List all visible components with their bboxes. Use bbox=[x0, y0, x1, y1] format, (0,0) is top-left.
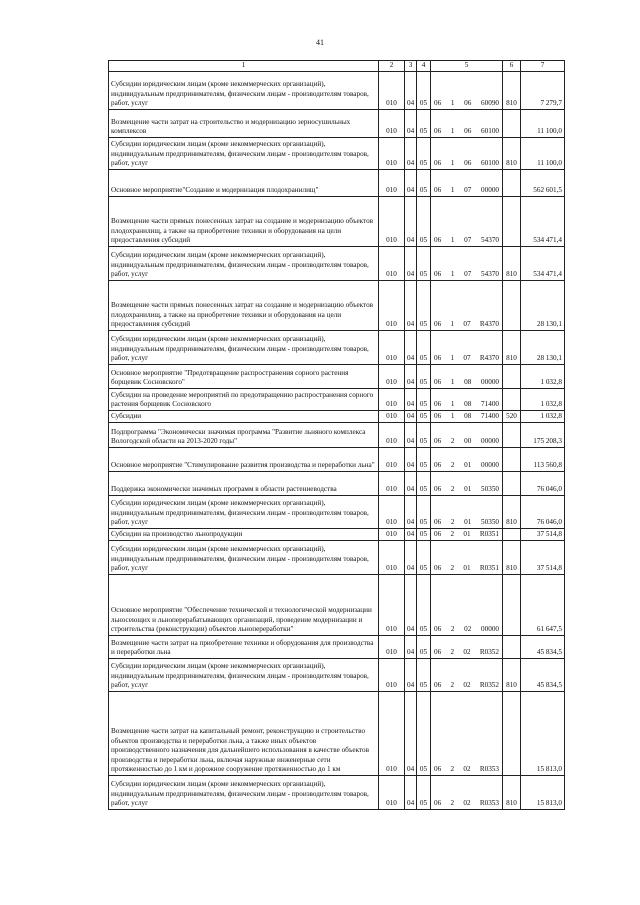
row-subsection: 05 bbox=[417, 170, 431, 197]
header-cell-section: 3 bbox=[405, 61, 417, 72]
target-article-part: 06 bbox=[434, 799, 442, 808]
row-expense-type bbox=[503, 197, 521, 247]
target-article-part: 02 bbox=[463, 799, 471, 808]
row-target-article bbox=[431, 776, 503, 810]
target-article-part: R0352 bbox=[479, 681, 499, 690]
row-target-article bbox=[431, 472, 503, 496]
target-article-part: 2 bbox=[450, 518, 455, 527]
table-row bbox=[109, 659, 565, 692]
target-article-part: 07 bbox=[464, 236, 472, 245]
target-article-part: 06 bbox=[434, 270, 442, 279]
row-code: 010 bbox=[379, 472, 405, 496]
row-name: Субсидии юридическим лицам (кроме некоммерческих организаций), индивидуальным предпринимателям, физическим лицам - производителям товаров, работ, услуг bbox=[109, 138, 379, 170]
row-code: 010 bbox=[379, 110, 405, 138]
row-subsection: 05 bbox=[417, 138, 431, 170]
table-row bbox=[109, 541, 565, 575]
row-amount: 28 130,1 bbox=[521, 281, 565, 331]
target-article-part: R4370 bbox=[479, 354, 499, 363]
row-name: Субсидии юридическим лицам (кроме некоммерческих организаций), индивидуальным предпринимателям, физическим лицам - производителям товаров, работ, услуг bbox=[109, 659, 379, 692]
row-target-article bbox=[431, 636, 503, 659]
row-name: Подпрограмма "Экономически значимая программа "Развитие льняного комплекса Вологодской области на 2013-2020 годы" bbox=[109, 423, 379, 448]
target-article-part: 2 bbox=[450, 485, 455, 494]
header-cell-code: 2 bbox=[379, 61, 405, 72]
row-name: Субсидии на проведение мероприятий по предотвращению распространения сорного растения борщевик Сосновского bbox=[109, 389, 379, 411]
row-expense-type: 810 bbox=[503, 496, 521, 529]
row-expense-type bbox=[503, 110, 521, 138]
row-target-article bbox=[431, 365, 503, 389]
row-subsection: 05 bbox=[417, 365, 431, 389]
target-article-part: 1 bbox=[450, 159, 455, 168]
target-article-part: 1 bbox=[450, 236, 455, 245]
target-article-parts bbox=[433, 127, 500, 137]
row-target-article bbox=[431, 281, 503, 331]
row-amount: 175 208,3 bbox=[521, 423, 565, 448]
target-article-part: R0351 bbox=[479, 564, 499, 573]
target-article-part: 08 bbox=[464, 378, 472, 387]
target-article-part: 54370 bbox=[481, 236, 499, 245]
target-article-part: 1 bbox=[450, 378, 455, 387]
table-row bbox=[109, 529, 565, 541]
row-amount: 1 032,8 bbox=[521, 411, 565, 423]
target-article-part: 02 bbox=[463, 681, 471, 690]
row-section: 04 bbox=[405, 389, 417, 411]
row-expense-type bbox=[503, 448, 521, 472]
target-article-part: 1 bbox=[450, 99, 455, 108]
row-code: 010 bbox=[379, 281, 405, 331]
row-name: Субсидии юридическим лицам (кроме некоммерческих организаций), индивидуальным предпринимателям, физическим лицам - производителям товаров, работ, услуг bbox=[109, 331, 379, 365]
table-row bbox=[109, 776, 565, 810]
table-row bbox=[109, 636, 565, 659]
target-article-part: 08 bbox=[464, 412, 472, 421]
row-section: 04 bbox=[405, 365, 417, 389]
row-amount: 15 813,0 bbox=[521, 776, 565, 810]
target-article-part: 2 bbox=[450, 530, 455, 539]
row-amount: 15 813,0 bbox=[521, 692, 565, 776]
target-article-part: 02 bbox=[463, 648, 471, 657]
target-article-part: 60100 bbox=[481, 159, 499, 168]
target-article-part: 00000 bbox=[481, 378, 499, 387]
target-article-part: 06 bbox=[434, 186, 442, 195]
target-article-part: 1 bbox=[450, 320, 455, 329]
target-article-part: 71400 bbox=[481, 400, 499, 409]
target-article-parts bbox=[433, 437, 500, 447]
table-row bbox=[109, 72, 565, 110]
row-expense-type bbox=[503, 636, 521, 659]
row-code: 010 bbox=[379, 692, 405, 776]
row-code: 010 bbox=[379, 170, 405, 197]
target-article-part: 06 bbox=[434, 400, 442, 409]
target-article-part: 06 bbox=[434, 159, 442, 168]
table-row bbox=[109, 389, 565, 411]
row-expense-type: 810 bbox=[503, 541, 521, 575]
target-article-part: R0353 bbox=[479, 765, 499, 774]
row-expense-type bbox=[503, 575, 521, 636]
row-amount: 61 647,5 bbox=[521, 575, 565, 636]
row-expense-type bbox=[503, 529, 521, 541]
row-name: Возмещение части затрат на приобретение техники и оборудования для производства и переработки льна bbox=[109, 636, 379, 659]
row-section: 04 bbox=[405, 636, 417, 659]
target-article-parts bbox=[433, 400, 500, 410]
row-target-article bbox=[431, 72, 503, 110]
row-target-article bbox=[431, 170, 503, 197]
row-subsection: 05 bbox=[417, 776, 431, 810]
page-number: 41 bbox=[316, 38, 324, 47]
row-expense-type: 810 bbox=[503, 72, 521, 110]
row-amount: 37 514,8 bbox=[521, 529, 565, 541]
row-target-article bbox=[431, 692, 503, 776]
target-article-part: 71400 bbox=[481, 412, 499, 421]
target-article-parts bbox=[433, 518, 500, 528]
row-target-article bbox=[431, 496, 503, 529]
table-row bbox=[109, 365, 565, 389]
table-row bbox=[109, 197, 565, 247]
row-target-article bbox=[431, 529, 503, 541]
row-target-article bbox=[431, 138, 503, 170]
table-row bbox=[109, 575, 565, 636]
target-article-parts bbox=[433, 625, 500, 635]
header-cell-subsection: 4 bbox=[417, 61, 431, 72]
row-target-article bbox=[431, 197, 503, 247]
row-amount: 1 032,8 bbox=[521, 389, 565, 411]
row-target-article bbox=[431, 575, 503, 636]
row-code: 010 bbox=[379, 776, 405, 810]
row-target-article bbox=[431, 541, 503, 575]
row-name: Поддержка экономически значимых программ в области растениеводства bbox=[109, 472, 379, 496]
row-expense-type bbox=[503, 692, 521, 776]
row-code: 010 bbox=[379, 448, 405, 472]
target-article-part: 07 bbox=[464, 270, 472, 279]
row-expense-type bbox=[503, 170, 521, 197]
target-article-part: 00000 bbox=[481, 461, 499, 470]
target-article-parts bbox=[433, 354, 500, 364]
table-row bbox=[109, 448, 565, 472]
row-amount: 534 471,4 bbox=[521, 197, 565, 247]
row-amount: 7 279,7 bbox=[521, 72, 565, 110]
row-code: 010 bbox=[379, 197, 405, 247]
row-amount: 76 046,0 bbox=[521, 472, 565, 496]
row-name: Субсидии юридическим лицам (кроме некоммерческих организаций), индивидуальным предпринимателям, физическим лицам - производителям товаров, работ, услуг bbox=[109, 72, 379, 110]
target-article-part: 2 bbox=[450, 437, 455, 446]
row-name: Возмещение части затрат на капитальный ремонт, реконструкцию и строительство объектов производства и переработки льна, а также иных объектов производственного назначения для дальнейшего использования в качестве объектов производства и переработки льна, включая наружные инженерные сети протяженностью до 1 км и дорожное сооружение протяженностью до 1 км bbox=[109, 692, 379, 776]
row-section: 04 bbox=[405, 247, 417, 281]
target-article-part: R4370 bbox=[479, 320, 499, 329]
row-code: 010 bbox=[379, 247, 405, 281]
row-subsection: 05 bbox=[417, 331, 431, 365]
target-article-parts bbox=[433, 186, 500, 196]
header-cell-amount: 7 bbox=[521, 61, 565, 72]
table-row bbox=[109, 170, 565, 197]
target-article-part: 2 bbox=[450, 681, 455, 690]
row-name: Возмещение части затрат на строительство и модернизацию зерносушильных комплексов bbox=[109, 110, 379, 138]
target-article-part: R0351 bbox=[479, 530, 499, 539]
target-article-part: 06 bbox=[464, 99, 472, 108]
target-article-part: 06 bbox=[434, 378, 442, 387]
target-article-parts bbox=[433, 270, 500, 280]
target-article-parts bbox=[433, 485, 500, 495]
row-section: 04 bbox=[405, 138, 417, 170]
target-article-part: 1 bbox=[450, 186, 455, 195]
row-subsection: 05 bbox=[417, 659, 431, 692]
row-code: 010 bbox=[379, 331, 405, 365]
row-subsection: 05 bbox=[417, 496, 431, 529]
target-article-part: 54370 bbox=[481, 270, 499, 279]
table-row bbox=[109, 281, 565, 331]
target-article-part: 06 bbox=[434, 236, 442, 245]
target-article-part: 06 bbox=[464, 159, 472, 168]
target-article-part: 00000 bbox=[481, 625, 499, 634]
row-name: Субсидии юридическим лицам (кроме некоммерческих организаций), индивидуальным предпринимателям, физическим лицам - производителям товаров, работ, услуг bbox=[109, 496, 379, 529]
row-amount: 37 514,8 bbox=[521, 541, 565, 575]
row-subsection: 05 bbox=[417, 72, 431, 110]
target-article-part: 08 bbox=[464, 400, 472, 409]
target-article-part: 1 bbox=[450, 127, 455, 136]
target-article-part: 06 bbox=[434, 564, 442, 573]
row-section: 04 bbox=[405, 72, 417, 110]
target-article-parts bbox=[433, 412, 500, 422]
row-target-article bbox=[431, 389, 503, 411]
target-article-part: 06 bbox=[434, 518, 442, 527]
target-article-part: 02 bbox=[464, 625, 472, 634]
row-name: Основное мероприятие"Создание и модернизация плодохранилищ" bbox=[109, 170, 379, 197]
row-section: 04 bbox=[405, 541, 417, 575]
target-article-part: 01 bbox=[463, 564, 471, 573]
row-target-article bbox=[431, 411, 503, 423]
row-subsection: 05 bbox=[417, 197, 431, 247]
target-article-part: 60090 bbox=[481, 99, 499, 108]
row-subsection: 05 bbox=[417, 411, 431, 423]
table-row bbox=[109, 331, 565, 365]
target-article-part: 01 bbox=[464, 485, 472, 494]
row-amount: 28 130,1 bbox=[521, 331, 565, 365]
row-name: Субсидии юридическим лицам (кроме некоммерческих организаций), индивидуальным предпринимателям, физическим лицам - производителям товаров, работ, услуг bbox=[109, 541, 379, 575]
target-article-part: 06 bbox=[434, 625, 442, 634]
row-code: 010 bbox=[379, 72, 405, 110]
row-subsection: 05 bbox=[417, 575, 431, 636]
row-amount: 1 032,8 bbox=[521, 365, 565, 389]
target-article-parts bbox=[433, 799, 500, 809]
header-cell-name: 1 bbox=[109, 61, 379, 72]
target-article-part: 2 bbox=[450, 765, 455, 774]
row-target-article bbox=[431, 247, 503, 281]
table-row bbox=[109, 110, 565, 138]
target-article-parts bbox=[433, 681, 500, 691]
row-subsection: 05 bbox=[417, 529, 431, 541]
row-code: 010 bbox=[379, 138, 405, 170]
row-code: 010 bbox=[379, 636, 405, 659]
table-row bbox=[109, 138, 565, 170]
row-section: 04 bbox=[405, 776, 417, 810]
target-article-parts bbox=[433, 461, 500, 471]
row-target-article bbox=[431, 448, 503, 472]
row-expense-type bbox=[503, 389, 521, 411]
row-name: Субсидии юридическим лицам (кроме некоммерческих организаций), индивидуальным предпринимателям, физическим лицам - производителям товаров, работ, услуг bbox=[109, 776, 379, 810]
target-article-part: R0352 bbox=[479, 648, 499, 657]
target-article-part: 06 bbox=[434, 530, 442, 539]
target-article-part: 1 bbox=[450, 270, 455, 279]
target-article-part: 00000 bbox=[481, 437, 499, 446]
row-amount: 45 834,5 bbox=[521, 636, 565, 659]
row-amount: 113 560,8 bbox=[521, 448, 565, 472]
row-expense-type bbox=[503, 365, 521, 389]
target-article-part: 1 bbox=[450, 400, 455, 409]
row-name: Основное мероприятие "Обеспечение технической и технологической модернизации льносеющих и льноперерабатывающих организаций, проведение модернизации и строительства (реконструкции) объектов льнопереработки" bbox=[109, 575, 379, 636]
row-code: 010 bbox=[379, 659, 405, 692]
row-amount: 562 601,5 bbox=[521, 170, 565, 197]
target-article-part: R0353 bbox=[479, 799, 499, 808]
row-subsection: 05 bbox=[417, 247, 431, 281]
target-article-part: 02 bbox=[463, 765, 471, 774]
table-row bbox=[109, 411, 565, 423]
table-row bbox=[109, 423, 565, 448]
row-section: 04 bbox=[405, 448, 417, 472]
row-code: 010 bbox=[379, 575, 405, 636]
target-article-part: 1 bbox=[450, 354, 455, 363]
row-target-article bbox=[431, 110, 503, 138]
target-article-part: 06 bbox=[434, 648, 442, 657]
target-article-part: 06 bbox=[434, 437, 442, 446]
target-article-part: 06 bbox=[434, 320, 442, 329]
row-section: 04 bbox=[405, 659, 417, 692]
target-article-part: 00 bbox=[464, 437, 472, 446]
row-section: 04 bbox=[405, 472, 417, 496]
target-article-part: 2 bbox=[450, 564, 455, 573]
target-article-part: 06 bbox=[434, 681, 442, 690]
target-article-parts bbox=[433, 236, 500, 246]
target-article-part: 01 bbox=[464, 461, 472, 470]
row-expense-type: 520 bbox=[503, 411, 521, 423]
target-article-parts bbox=[433, 378, 500, 388]
target-article-parts bbox=[433, 320, 500, 330]
target-article-part: 06 bbox=[434, 461, 442, 470]
table-row bbox=[109, 692, 565, 776]
target-article-part: 2 bbox=[450, 461, 455, 470]
target-article-parts bbox=[433, 159, 500, 169]
row-expense-type: 810 bbox=[503, 659, 521, 692]
row-section: 04 bbox=[405, 281, 417, 331]
target-article-part: 2 bbox=[450, 648, 455, 657]
row-section: 04 bbox=[405, 411, 417, 423]
header-cell-target: 5 bbox=[431, 61, 503, 72]
target-article-part: 50350 bbox=[481, 518, 499, 527]
row-name: Субсидии bbox=[109, 411, 379, 423]
table-row bbox=[109, 472, 565, 496]
target-article-parts bbox=[433, 99, 500, 109]
target-article-part: 07 bbox=[463, 320, 471, 329]
target-article-part: 06 bbox=[434, 354, 442, 363]
row-section: 04 bbox=[405, 197, 417, 247]
row-expense-type: 810 bbox=[503, 247, 521, 281]
row-code: 010 bbox=[379, 496, 405, 529]
row-amount: 534 471,4 bbox=[521, 247, 565, 281]
row-code: 010 bbox=[379, 411, 405, 423]
row-subsection: 05 bbox=[417, 110, 431, 138]
target-article-part: 07 bbox=[464, 186, 472, 195]
target-article-parts bbox=[433, 648, 500, 658]
row-code: 010 bbox=[379, 365, 405, 389]
row-target-article bbox=[431, 423, 503, 448]
header-cell-type: 6 bbox=[503, 61, 521, 72]
row-amount: 11 100,0 bbox=[521, 138, 565, 170]
row-target-article bbox=[431, 331, 503, 365]
target-article-parts bbox=[433, 530, 500, 540]
table-row bbox=[109, 247, 565, 281]
target-article-part: 2 bbox=[450, 625, 455, 634]
row-section: 04 bbox=[405, 331, 417, 365]
row-section: 04 bbox=[405, 496, 417, 529]
row-name: Субсидии на производство льнопродукции bbox=[109, 529, 379, 541]
target-article-part: 00000 bbox=[481, 186, 499, 195]
target-article-part: 01 bbox=[464, 518, 472, 527]
row-code: 010 bbox=[379, 541, 405, 575]
row-subsection: 05 bbox=[417, 423, 431, 448]
row-subsection: 05 bbox=[417, 636, 431, 659]
row-section: 04 bbox=[405, 110, 417, 138]
row-target-article bbox=[431, 659, 503, 692]
row-expense-type: 810 bbox=[503, 138, 521, 170]
row-section: 04 bbox=[405, 170, 417, 197]
target-article-parts bbox=[433, 564, 500, 574]
target-article-part: 06 bbox=[434, 485, 442, 494]
target-article-part: 07 bbox=[463, 354, 471, 363]
row-amount: 11 100,0 bbox=[521, 110, 565, 138]
row-expense-type: 810 bbox=[503, 776, 521, 810]
row-expense-type bbox=[503, 281, 521, 331]
target-article-part: 06 bbox=[434, 127, 442, 136]
budget-table bbox=[108, 60, 565, 810]
target-article-part: 06 bbox=[434, 99, 442, 108]
row-name: Субсидии юридическим лицам (кроме некоммерческих организаций), индивидуальным предпринимателям, физическим лицам - производителям товаров, работ, услуг bbox=[109, 247, 379, 281]
row-expense-type bbox=[503, 423, 521, 448]
target-article-part: 01 bbox=[463, 530, 471, 539]
row-section: 04 bbox=[405, 575, 417, 636]
row-name: Возмещение части прямых понесенных затрат на создание и модернизацию объектов плодохранилищ, а также на приобретение техники и оборудования на цели предоставления субсидий bbox=[109, 281, 379, 331]
row-name: Основное мероприятие "Предотвращение распространения сорного растения борщевик Сосновского" bbox=[109, 365, 379, 389]
target-article-parts bbox=[433, 765, 500, 775]
row-expense-type: 810 bbox=[503, 331, 521, 365]
row-subsection: 05 bbox=[417, 448, 431, 472]
row-section: 04 bbox=[405, 423, 417, 448]
row-subsection: 05 bbox=[417, 692, 431, 776]
row-code: 010 bbox=[379, 423, 405, 448]
target-article-part: 06 bbox=[434, 412, 442, 421]
target-article-part: 1 bbox=[450, 412, 455, 421]
row-subsection: 05 bbox=[417, 281, 431, 331]
target-article-part: 50350 bbox=[481, 485, 499, 494]
row-subsection: 05 bbox=[417, 472, 431, 496]
target-article-part: 60100 bbox=[481, 127, 499, 136]
target-article-part: 06 bbox=[434, 765, 442, 774]
row-code: 010 bbox=[379, 529, 405, 541]
row-subsection: 05 bbox=[417, 389, 431, 411]
row-amount: 76 046,0 bbox=[521, 496, 565, 529]
target-article-part: 06 bbox=[464, 127, 472, 136]
table-row bbox=[109, 496, 565, 529]
row-subsection: 05 bbox=[417, 541, 431, 575]
row-section: 04 bbox=[405, 692, 417, 776]
row-section: 04 bbox=[405, 529, 417, 541]
header-row bbox=[109, 61, 565, 72]
row-amount: 45 834,5 bbox=[521, 659, 565, 692]
row-name: Возмещение части прямых понесенных затрат на создание и модернизацию объектов плодохранилищ, а также на приобретение техники и оборудования на цели предоставления субсидий bbox=[109, 197, 379, 247]
row-expense-type bbox=[503, 472, 521, 496]
row-code: 010 bbox=[379, 389, 405, 411]
target-article-part: 2 bbox=[450, 799, 455, 808]
row-name: Основное мероприятие "Стимулирование развития производства и переработки льна" bbox=[109, 448, 379, 472]
